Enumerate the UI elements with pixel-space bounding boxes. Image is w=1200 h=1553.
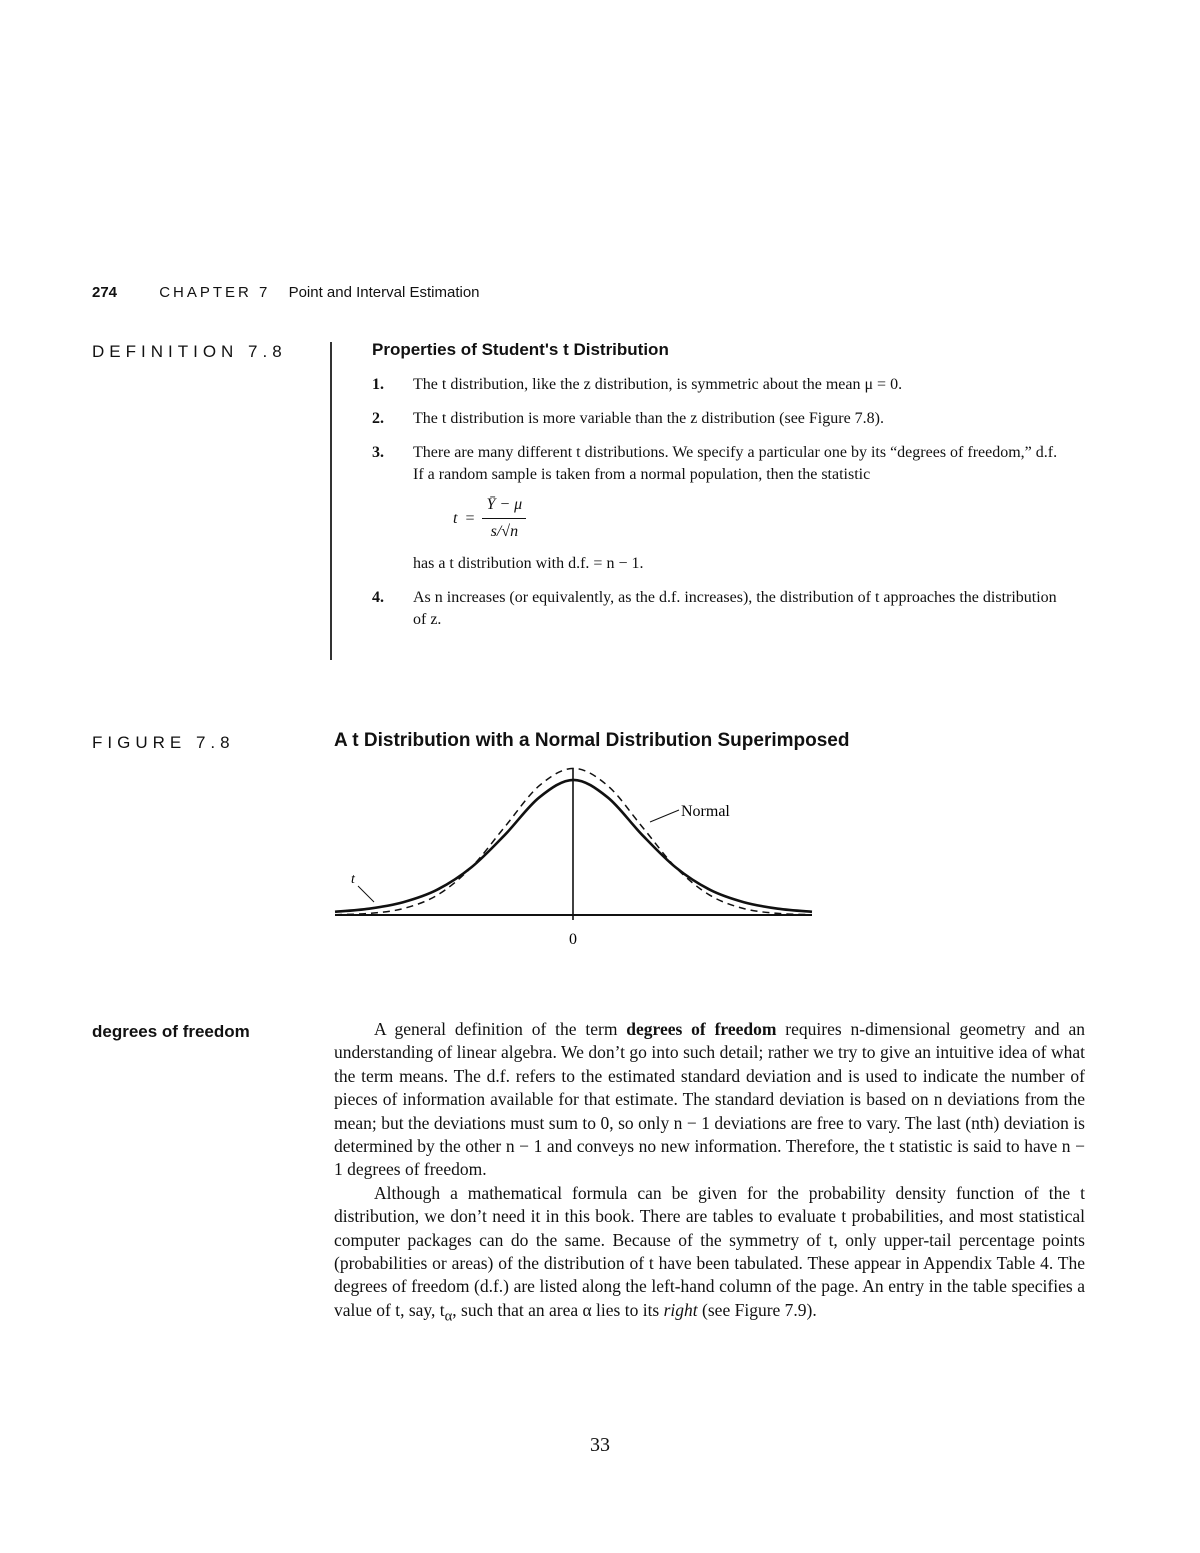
x-tick-label: 0 [569,931,577,948]
t-leader-line [358,886,374,902]
property-text: There are many different t distributions. We specify a particular one by its “degrees of freedom,” d.f. If a random sample is taken from a normal population, then the statistic [413,444,1058,483]
running-head [92,284,480,301]
formula-numerator: Ȳ − μ [482,494,526,519]
subscript: α [444,1308,453,1325]
header-page-number: 274 [92,284,118,301]
definition-title: Properties of Student's t Distribution [372,340,669,359]
property-item [372,587,1062,631]
property-text-continued: has a t distribution with d.f. = n − 1. [413,555,644,572]
figure-title: A t Distribution with a Normal Distribution Superimposed [334,730,850,751]
normal-annotation: Normal [681,803,730,820]
header-chapter: CHAPTER 7 [159,284,271,301]
property-number: 4. [372,589,384,606]
body-text [334,1018,1085,1329]
paragraph-text: A general definition of the term [374,1019,627,1039]
formula-lhs: t [453,509,458,527]
paragraph-text: (see Figure 7.9). [697,1299,817,1320]
paragraph [334,1018,1085,1182]
formula-equals: = [465,509,475,527]
property-item [372,374,1062,396]
definition-box [372,340,1062,643]
normal-leader-line [650,810,679,822]
paragraph-text: Although a mathematical formula can be given for the probability density function of the t distribution, we don’t need it in this book. There are tables to evaluate t probabilities, and most statistical computer packages can do the same. Because of the symmetry of t, only upper-tail percentage points (probabilities or areas) of the distribution of t have been tabulated. These appear in Appendix Table 4. The degrees of freedom (d.f.) are listed along the left-hand column of the page. An entry in the table specifies a value of t, say, t [334,1182,1085,1320]
paragraph-text: , such that an area α lies to its [452,1299,664,1320]
distribution-chart [330,760,830,955]
property-number: 3. [372,444,384,461]
figure-label: FIGURE 7.8 [92,733,235,752]
property-item [372,408,1062,430]
property-block [413,442,1062,575]
t-annotation: t [351,872,355,887]
property-text: As n increases (or equivalently, as the d.f. increases), the distribution of t approaches the distribution of z. [413,589,1057,628]
formula-fraction [482,494,526,543]
term-highlight: degrees of freedom [626,1019,777,1039]
property-number: 2. [372,410,384,427]
property-text: The t distribution is more variable than the z distribution (see Figure 7.8). [413,410,885,427]
header-chapter-title: Point and Interval Estimation [288,284,480,301]
property-item [372,442,1062,575]
property-text: The t distribution, like the z distribution, is symmetric about the mean μ = 0. [413,376,903,393]
formula-denominator: s/√n [490,523,519,540]
definition-rule [330,342,332,660]
definition-label: DEFINITION 7.8 [92,342,287,361]
emphasis: right [663,1299,698,1320]
page-number: 33 [590,1434,610,1456]
paragraph [334,1182,1085,1329]
property-number: 1. [372,376,384,393]
paragraph-text: requires n-dimensional geometry and an understanding of linear algebra. We don’t go into such detail; rather we try to give an intuitive idea of what the term means. The d.f. refers to the estimated standard deviation and is used to indicate the number of pieces of information available for that estimate. The standard deviation is based on n deviations from the mean; but the deviations must sum to 0, so only n − 1 deviations are free to vary. The last (nth) deviation is determined by the other n − 1 and conveys no new information. Therefore, the t statistic is said to have n − 1 degrees of freedom. [334,1019,1086,1180]
term-label: degrees of freedom [92,1022,250,1041]
t-statistic-formula [453,494,1062,543]
